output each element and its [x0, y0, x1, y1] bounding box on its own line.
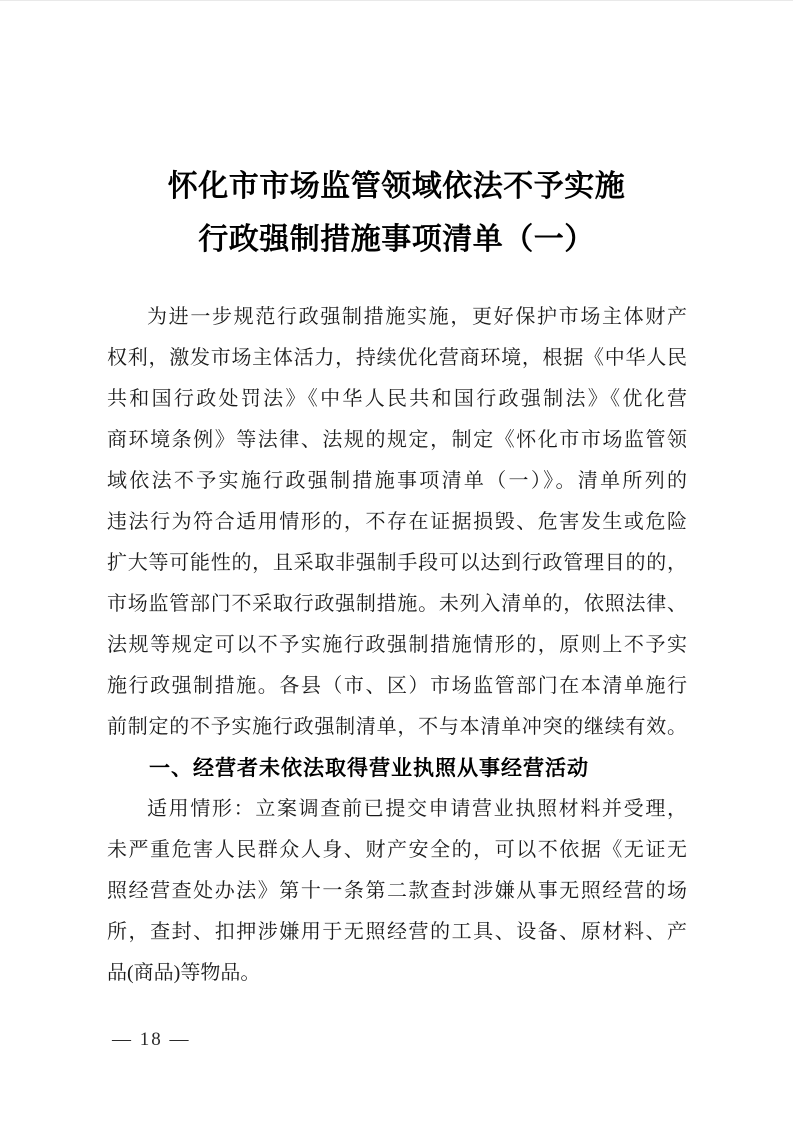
intro-paragraph-line: 违法行为符合适用情形的，不存在证据损毁、危害发生或危险 — [107, 511, 687, 533]
section-1-paragraph-line: 适用情形：立案调查前已提交申请营业执照材料并受理， — [147, 798, 687, 820]
section-1-paragraph-line: 照经营查处办法》第十一条第二款查封涉嫌从事无照经营的场 — [107, 880, 687, 902]
intro-paragraph-line: 域依法不予实施行政强制措施事项清单（一）》。清单所列的 — [107, 470, 687, 492]
intro-paragraph-line: 共和国行政处罚法》《中华人民共和国行政强制法》《优化营 — [107, 388, 687, 410]
document-title-line2: 行政强制措施事项清单（一） — [198, 223, 595, 256]
intro-paragraph-line: 前制定的不予实施行政强制清单，不与本清单冲突的继续有效。 — [107, 716, 687, 738]
intro-paragraph-line: 商环境条例》等法律、法规的规定，制定《怀化市市场监管领 — [107, 429, 687, 451]
document-title — [0, 160, 793, 266]
page-number: — 18 — — [112, 1029, 191, 1050]
intro-paragraph-line: 为进一步规范行政强制措施实施，更好保护市场主体财产 — [147, 306, 687, 328]
document-title-line1: 怀化市市场监管领域依法不予实施 — [167, 170, 626, 203]
intro-paragraph-line: 市场监管部门不采取行政强制措施。未列入清单的，依照法律、 — [107, 593, 687, 615]
intro-paragraph-line: 施行政强制措施。各县（市、区）市场监管部门在本清单施行 — [107, 675, 687, 697]
intro-paragraph-line: 扩大等可能性的，且采取非强制手段可以达到行政管理目的的， — [107, 552, 687, 574]
document-body — [107, 297, 687, 994]
section-1-paragraph-line: 未严重危害人民群众人身、财产安全的，可以不依据《无证无 — [107, 839, 687, 861]
section-1-paragraph-line: 所，查封、扣押涉嫌用于无照经营的工具、设备、原材料、产 — [107, 921, 687, 943]
intro-paragraph-line: 法规等规定可以不予实施行政强制措施情形的，原则上不予实 — [107, 634, 687, 656]
intro-paragraph-line: 权利，激发市场主体活力，持续优化营商环境，根据《中华人民 — [107, 347, 687, 369]
section-1-heading: 一、经营者未依法取得营业执照从事经营活动 — [149, 757, 589, 780]
section-1-paragraph-line: 品(商品)等物品。 — [107, 962, 261, 984]
scan-edge-line — [0, 0, 793, 1]
